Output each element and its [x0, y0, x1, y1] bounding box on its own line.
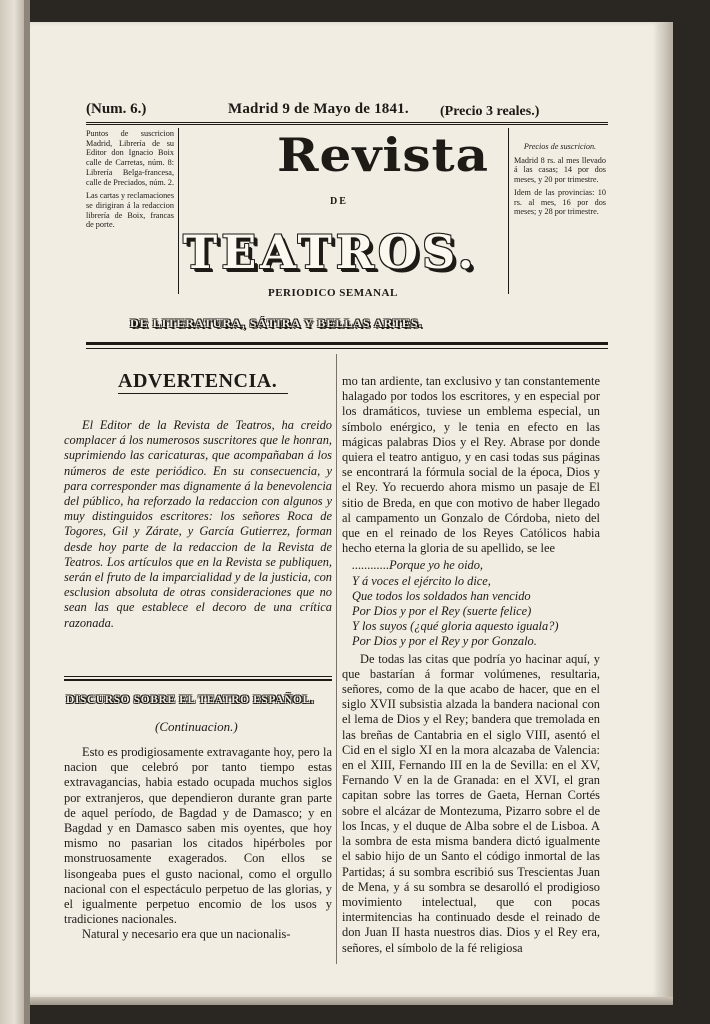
- masthead-rule-thin: [86, 348, 608, 349]
- masthead-title-de: DE: [330, 196, 348, 207]
- discurso-paragraph-2: Natural y necesario era que un nacionalis-: [82, 927, 291, 942]
- discurso-rule-thick: [64, 679, 332, 681]
- verse-line: Por Dios y por el Rey y por Gonzalo.: [352, 634, 537, 649]
- discurso-title: DISCURSO SOBRE EL TEATRO ESPAÑOL.: [66, 694, 315, 706]
- prices-heading: Precios de suscricion.: [523, 142, 597, 151]
- advertencia-section: [64, 418, 332, 631]
- advertencia-title: ADVERTENCIA.: [118, 370, 278, 392]
- masthead-rule: [86, 342, 608, 345]
- advertencia-text: El Editor de la Revista de Teatros, ha creido complacer á los numerosos suscritores que le honran, suprimiendo las caricaturas, que acompañaban á los números de este periódico. En su consecuencia, y para corresponder mas dignamente á la benevolencia del público, ha reforzado la redaccion con algunos y muy distinguidos escritores: los señores Roca de Togores, Gil y Zárate, y García Gutierrez, forman desde hoy parte de la redaccion de la Revista de Teatros. Los artículos que en la Revista se publiquen, serán el fruto de la imparcialidad y de la justicia, con esclusion absoluta de otras consideraciones que no sean las que establece el decoro de una crítica razonada.: [64, 418, 332, 630]
- masthead-title-revista: Revista: [277, 128, 490, 183]
- right-column: [342, 374, 600, 956]
- right-paragraph-1: mo tan ardiente, tan exclusivo y tan constantemente halagado por todos los escritores, y en especial por los dramáticos, tuviese un emblema especial, un símbolo enérgico, y le tenia en efecto en las mágicas palabras Dios y el Rey. Abrase por donde quiera el teatro antiguo, y en casi todas sus páginas se encontrará la fórmula social de la época, Dios y el Rey. Yo recuerdo ahora mismo un pasaje de El sitio de Breda, en que con motivo de haber llegado al campamento un Gonzalo de Córdoba, nieto del que en el reinado de los Reyes Católicos habia hecho eterna la gloria de su apellido, se lee: [342, 374, 600, 556]
- madrid-prices: Madrid 8 rs. al mes llevado á las casas; 14 por dos meses, y 20 por trimestre.: [514, 155, 606, 185]
- verse-block: [342, 558, 600, 649]
- discurso-continuation: (Continuacion.): [155, 719, 238, 734]
- verse-line: ............Porque yo he oido,: [352, 558, 483, 573]
- issue-price: (Precio 3 reales.): [440, 104, 540, 119]
- verse-line: Por Dios y por el Rey (suerte felice): [352, 604, 532, 619]
- right-paragraph-2: De todas las citas que podría yo hacinar aquí, y que bastarían á formar volúmenes, resultaria, señores, como de la que acabo de hacer, que en el siglo XVII subsistia alzada la bandera nacional con el lema de Dios y el Rey; bandera que tremolada en las breñas de Cantabria en el siglo VIII, asentó el Cid en el siglo XI en la mora alcazaba de Valencia: en el XIII, Fernando III en la de Sevilla: en el XV, Fernando V en la de Granada: en el XVI, el gran capitan sobre las torres de Gaeta, Hernan Cortés sobre el alcázar de Montezuma, Pizarro sobre el de los Incas, y el duque de Alba sobre el de Lisboa. A la sombra de esta misma bandera dictó igualmente el sabio hijo de un Santo el código inmortal de las Partidas; á su sombra escribió sus Trescientas Juan de Mena, y á su sombra se desarolló el prodigioso movimiento intelectual, que con pocas intermitencias ha continuado desde el reinado de don Juan II hasta nuestros dias. Dios y el Rey era, señores, el símbolo de la fé religiosa: [342, 651, 600, 955]
- masthead-title-teatros: TEATROS.: [183, 225, 478, 279]
- header-rule: [86, 122, 608, 125]
- page-stack-edge: [661, 22, 673, 997]
- letters-notice: Las cartas y reclamaciones se dirigiran á la redaccion librería de Boix, francas de porte.: [86, 191, 174, 230]
- verse-line: Y á voces el ejército lo dice,: [352, 573, 491, 588]
- subscription-points: Puntos de suscricion Madrid, Librería de su Editor don Ignacio Boix calle de Carretas, núm. 8: Librería Belga-francesa, calle de Preciados, núm. 2.: [86, 129, 174, 187]
- discurso-paragraph-1: Esto es prodigiosamente extravagante hoy, pero la nacion que celebró por tanto tiempo estas extravagancias, habia estado ocupada muchos siglos por extranjeros, que dependieron durante gran parte de aquel período, de Bagdad y de Damasco; y en Bagdad y en Damasco saben mis oyentes, que hoy mismo no pasarian los citados hipérboles por monstruosamente exagerados. Con ellos se lisongeaba pues el gusto nacional, como el orgullo nacional con el espectáculo perpetuo de las glorias, y el igualmente perpetuo encomio de los usos y tradiciones nacionales.: [64, 745, 332, 927]
- column-separator: [336, 354, 337, 964]
- right-sidebar: [514, 142, 606, 217]
- verse-line: Y los suyos (¿qué gloria aquesto iguala?): [352, 619, 559, 634]
- left-vertical-rule: [178, 128, 179, 294]
- issue-number: (Num. 6.): [86, 101, 147, 117]
- issue-date: Madrid 9 de Mayo de 1841.: [228, 101, 409, 117]
- right-vertical-rule: [508, 128, 509, 294]
- masthead-tagline: PERIODICO SEMANAL: [268, 287, 398, 299]
- page-bottom-edge: [30, 997, 673, 1005]
- advertencia-underline: [118, 393, 288, 394]
- left-sidebar: [86, 129, 174, 230]
- provinces-prices: Idem de las provincias: 10 rs. al mes, 16 por dos meses; y 28 por trimestre.: [514, 187, 606, 217]
- left-page-edge: [0, 0, 24, 1024]
- discurso-section: [64, 745, 332, 943]
- masthead-subtagline: DE LITERATURA, SÁTIRA Y BELLAS ARTES.: [130, 316, 423, 330]
- discurso-rule: [64, 676, 332, 677]
- verse-line: Que todos los soldados han vencido: [352, 588, 531, 603]
